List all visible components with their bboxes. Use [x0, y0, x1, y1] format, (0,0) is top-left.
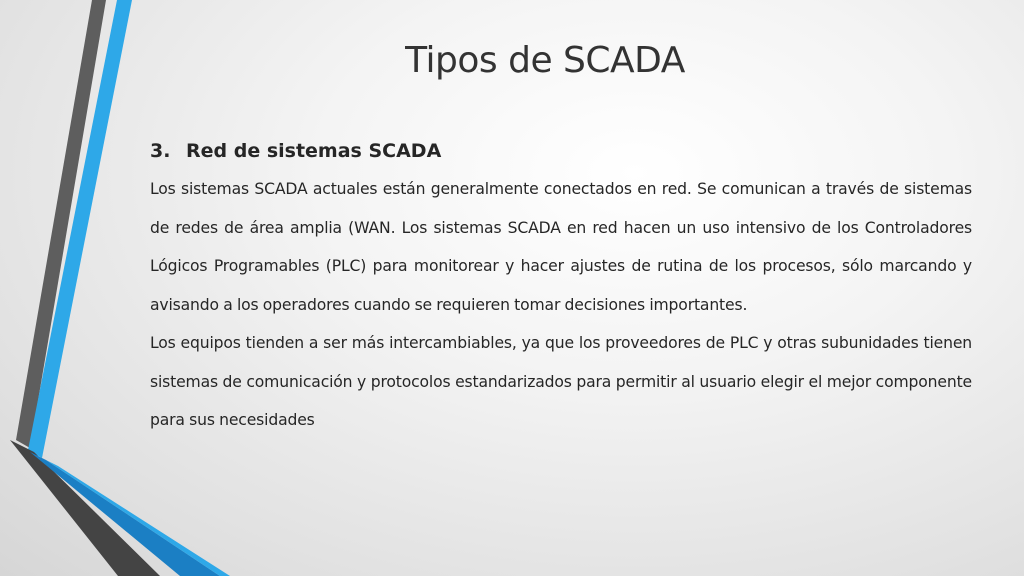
gray-stripe-lower	[10, 440, 160, 576]
section-heading	[150, 134, 972, 168]
paragraph-2: Los equipos tienden a ser más intercambiables, ya que los proveedores de PLC y otras subunidades tienen sistemas de comunicación y protocolos estandarizados para permitir al usuario elegir el mejor componente para sus necesidades	[150, 334, 972, 429]
paragraph-1: Los sistemas SCADA actuales están generalmente conectados en red. Se comunican a través de sistemas de redes de área amplia (WAN. Los sistemas SCADA en red hacen un uso intensivo de los Controladores Lógicos Programables (PLC) para monitorear y hacer ajustes de rutina de los procesos, sólo marcando y avisando a los operadores cuando se requieren tomar decisiones importantes.	[150, 180, 972, 314]
section-title: Red de sistemas SCADA	[186, 140, 442, 162]
blue-stripe-upper	[28, 0, 132, 458]
slide-title: Tipos de SCADA	[405, 40, 685, 81]
section-number: 3.	[150, 140, 171, 162]
slide-content	[150, 134, 972, 440]
gray-stripe-upper	[16, 0, 106, 448]
